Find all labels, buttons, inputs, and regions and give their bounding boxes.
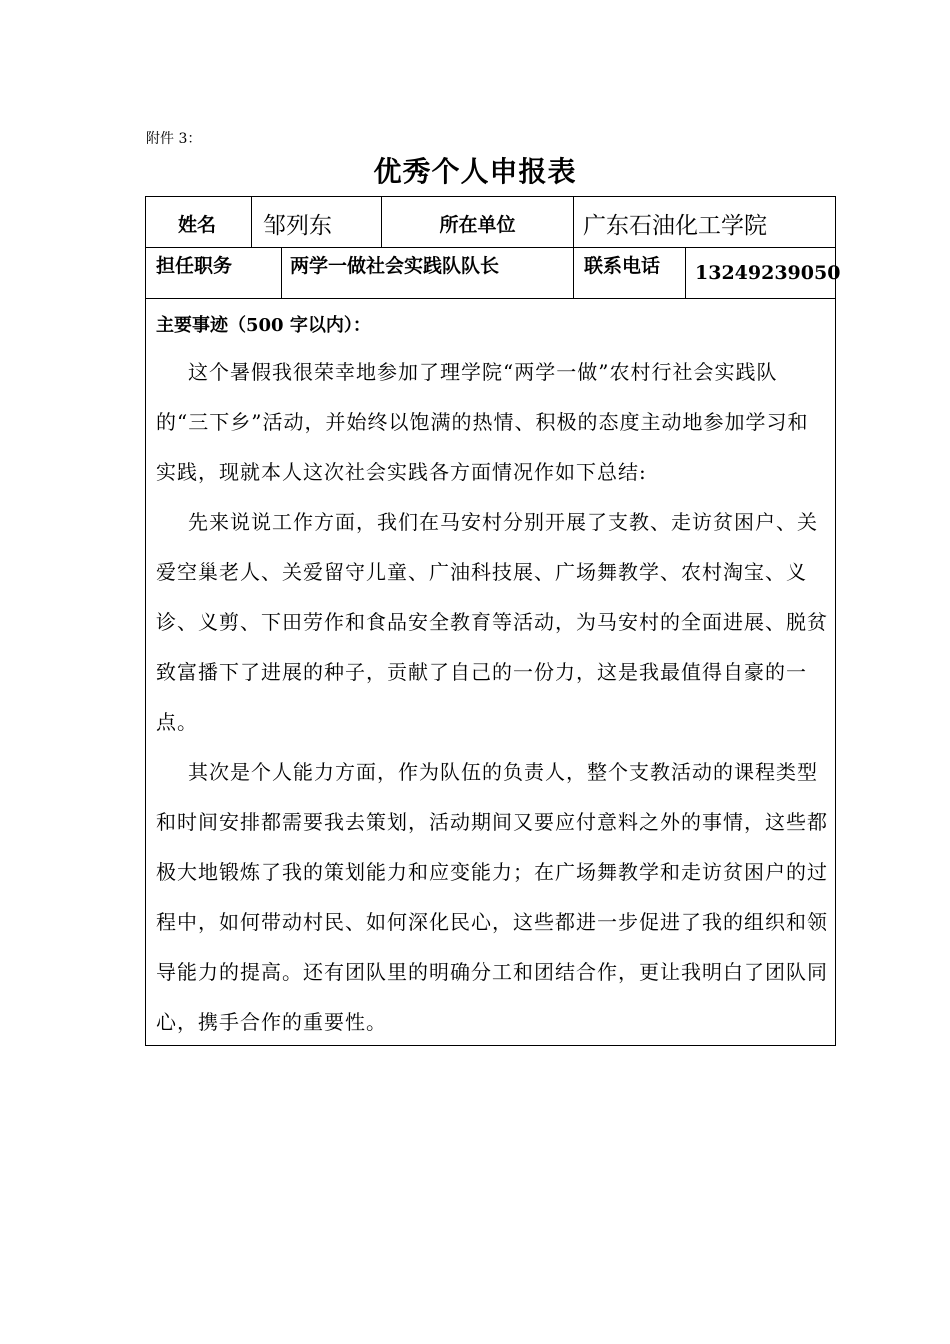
deeds-heading: 主要事迹（500 字以内）： xyxy=(156,315,371,336)
phone-label: 联系电话 xyxy=(584,255,661,277)
deeds-section xyxy=(156,311,828,1047)
phone-value-cell xyxy=(686,248,841,298)
position-value: 两学一做社会实践队队长 xyxy=(290,255,500,277)
name-value: 邹列东 xyxy=(263,213,332,239)
phone-label-cell xyxy=(574,248,686,298)
name-value-cell xyxy=(252,197,382,247)
position-label-cell xyxy=(146,248,282,298)
deeds-paragraph: 其次是个人能力方面，作为队伍的负责人，整个支教活动的课程类型和时间安排都需要我去策划，活动期间又要应付意料之外的事情，这些都极大地锻炼了我的策划能力和应变能力；在广场舞教学和走访贫困户的过程中，如何带动村民、如何深化民心，这些都进一步促进了我的组织和领导能力的提高。还有团队里的明确分工和团结合作，更让我明白了团队同心，携手合作的重要性。 xyxy=(156,760,828,1034)
form-row-position xyxy=(146,248,841,299)
phone-value: 13249239050 xyxy=(695,262,841,284)
page-title: 优秀个人申报表 xyxy=(373,155,577,188)
unit-value-cell xyxy=(574,197,835,247)
deeds-paragraph: 这个暑假我很荣幸地参加了理学院“两学一做”农村行社会实践队的“三下乡”活动，并始终以饱满的热情、积极的态度主动地参加学习和实践，现就本人这次社会实践各方面情况作如下总结: xyxy=(156,360,809,484)
name-label: 姓名 xyxy=(178,214,217,236)
attachment-label: 附件 3： xyxy=(146,131,202,147)
deeds-paragraph: 先来说说工作方面，我们在马安村分别开展了支教、走访贫困户、关爱空巢老人、关爱留守儿童、广油科技展、广场舞教学、农村淘宝、义诊、义剪、下田劳作和食品安全教育等活动，为马安村的全面进展、脱贫致富播下了进展的种子，贡献了自己的一份力，这是我最值得自豪的一点。 xyxy=(156,510,828,734)
position-label: 担任职务 xyxy=(156,255,233,277)
unit-value: 广东石油化工学院 xyxy=(583,213,767,239)
application-form xyxy=(145,196,841,1046)
position-value-cell xyxy=(282,248,574,298)
unit-label-cell xyxy=(382,197,574,247)
unit-label: 所在单位 xyxy=(439,214,516,236)
form-row-name xyxy=(146,197,835,248)
name-label-cell xyxy=(146,197,252,247)
